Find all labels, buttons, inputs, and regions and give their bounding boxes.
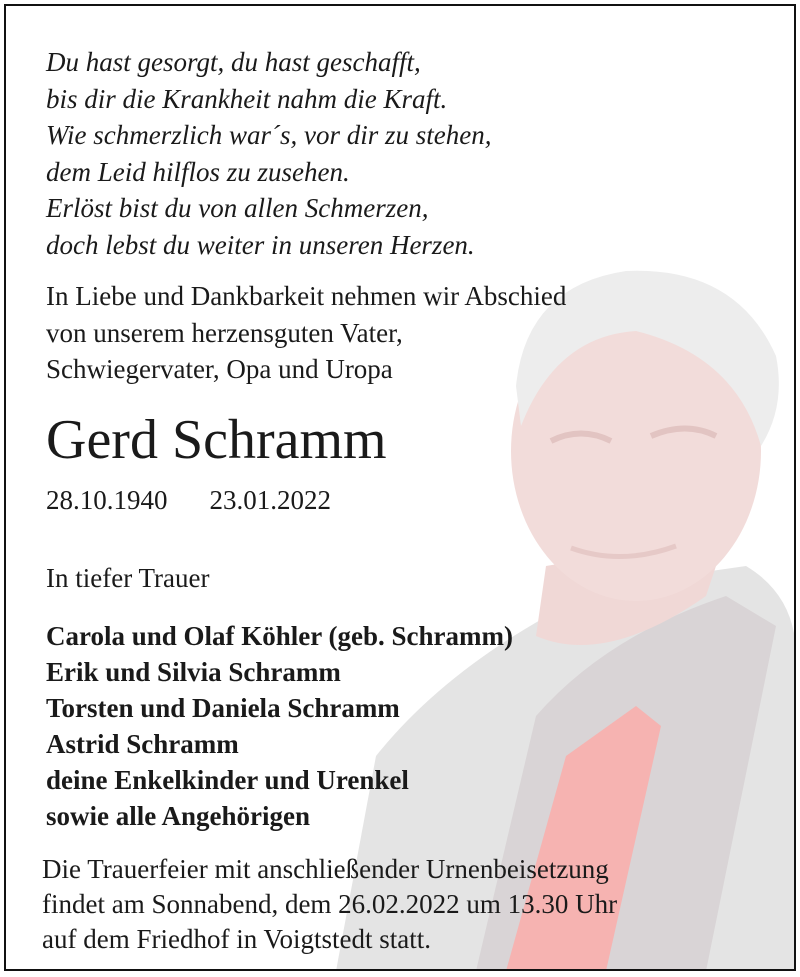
poem-line: doch lebst du weiter in unseren Herzen. xyxy=(46,229,475,260)
deceased-name: Gerd Schramm xyxy=(46,409,387,471)
mourner-entry: Astrid Schramm xyxy=(46,729,239,759)
poem-line: bis dir die Krankheit nahm die Kraft. xyxy=(46,83,448,114)
birth-date: 28.10.1940 xyxy=(46,485,168,515)
mourner-entry: Erik und Silvia Schramm xyxy=(46,657,341,687)
poem-line: Wie schmerzlich war´s, vor dir zu stehen, xyxy=(46,120,492,150)
intro-line: In Liebe und Dankbarkeit nehmen wir Abschied xyxy=(46,281,567,311)
service-notice xyxy=(42,852,617,957)
intro-line: Schwiegervater, Opa und Uropa xyxy=(46,354,393,384)
life-dates xyxy=(46,482,331,518)
service-line: findet am Sonnabend, dem 26.02.2022 um 13.30 Uhr xyxy=(42,889,618,919)
service-line: Die Trauerfeier mit anschließender Urnenbeisetzung xyxy=(42,854,609,884)
mourning-heading: In tiefer Trauer xyxy=(46,563,210,593)
mourner-entry: sowie alle Angehörigen xyxy=(46,801,310,831)
poem-line: dem Leid hilflos zu zusehen. xyxy=(46,156,350,187)
mourner-entry: Carola und Olaf Köhler (geb. Schramm) xyxy=(46,621,514,651)
service-line: auf dem Friedhof in Voigtstedt statt. xyxy=(42,924,431,954)
poem xyxy=(46,44,491,263)
death-date: 23.01.2022 xyxy=(209,485,331,515)
farewell-intro xyxy=(46,278,566,388)
mourner-entry: Torsten und Daniela Schramm xyxy=(46,693,400,723)
mourners-list xyxy=(46,618,513,834)
mourner-entry: deine Enkelkinder und Urenkel xyxy=(46,765,409,795)
obituary-notice xyxy=(4,4,796,971)
poem-line: Du hast gesorgt, du hast geschafft, xyxy=(46,47,421,77)
poem-line: Erlöst bist du von allen Schmerzen, xyxy=(46,193,429,223)
intro-line: von unserem herzensguten Vater, xyxy=(46,317,403,348)
